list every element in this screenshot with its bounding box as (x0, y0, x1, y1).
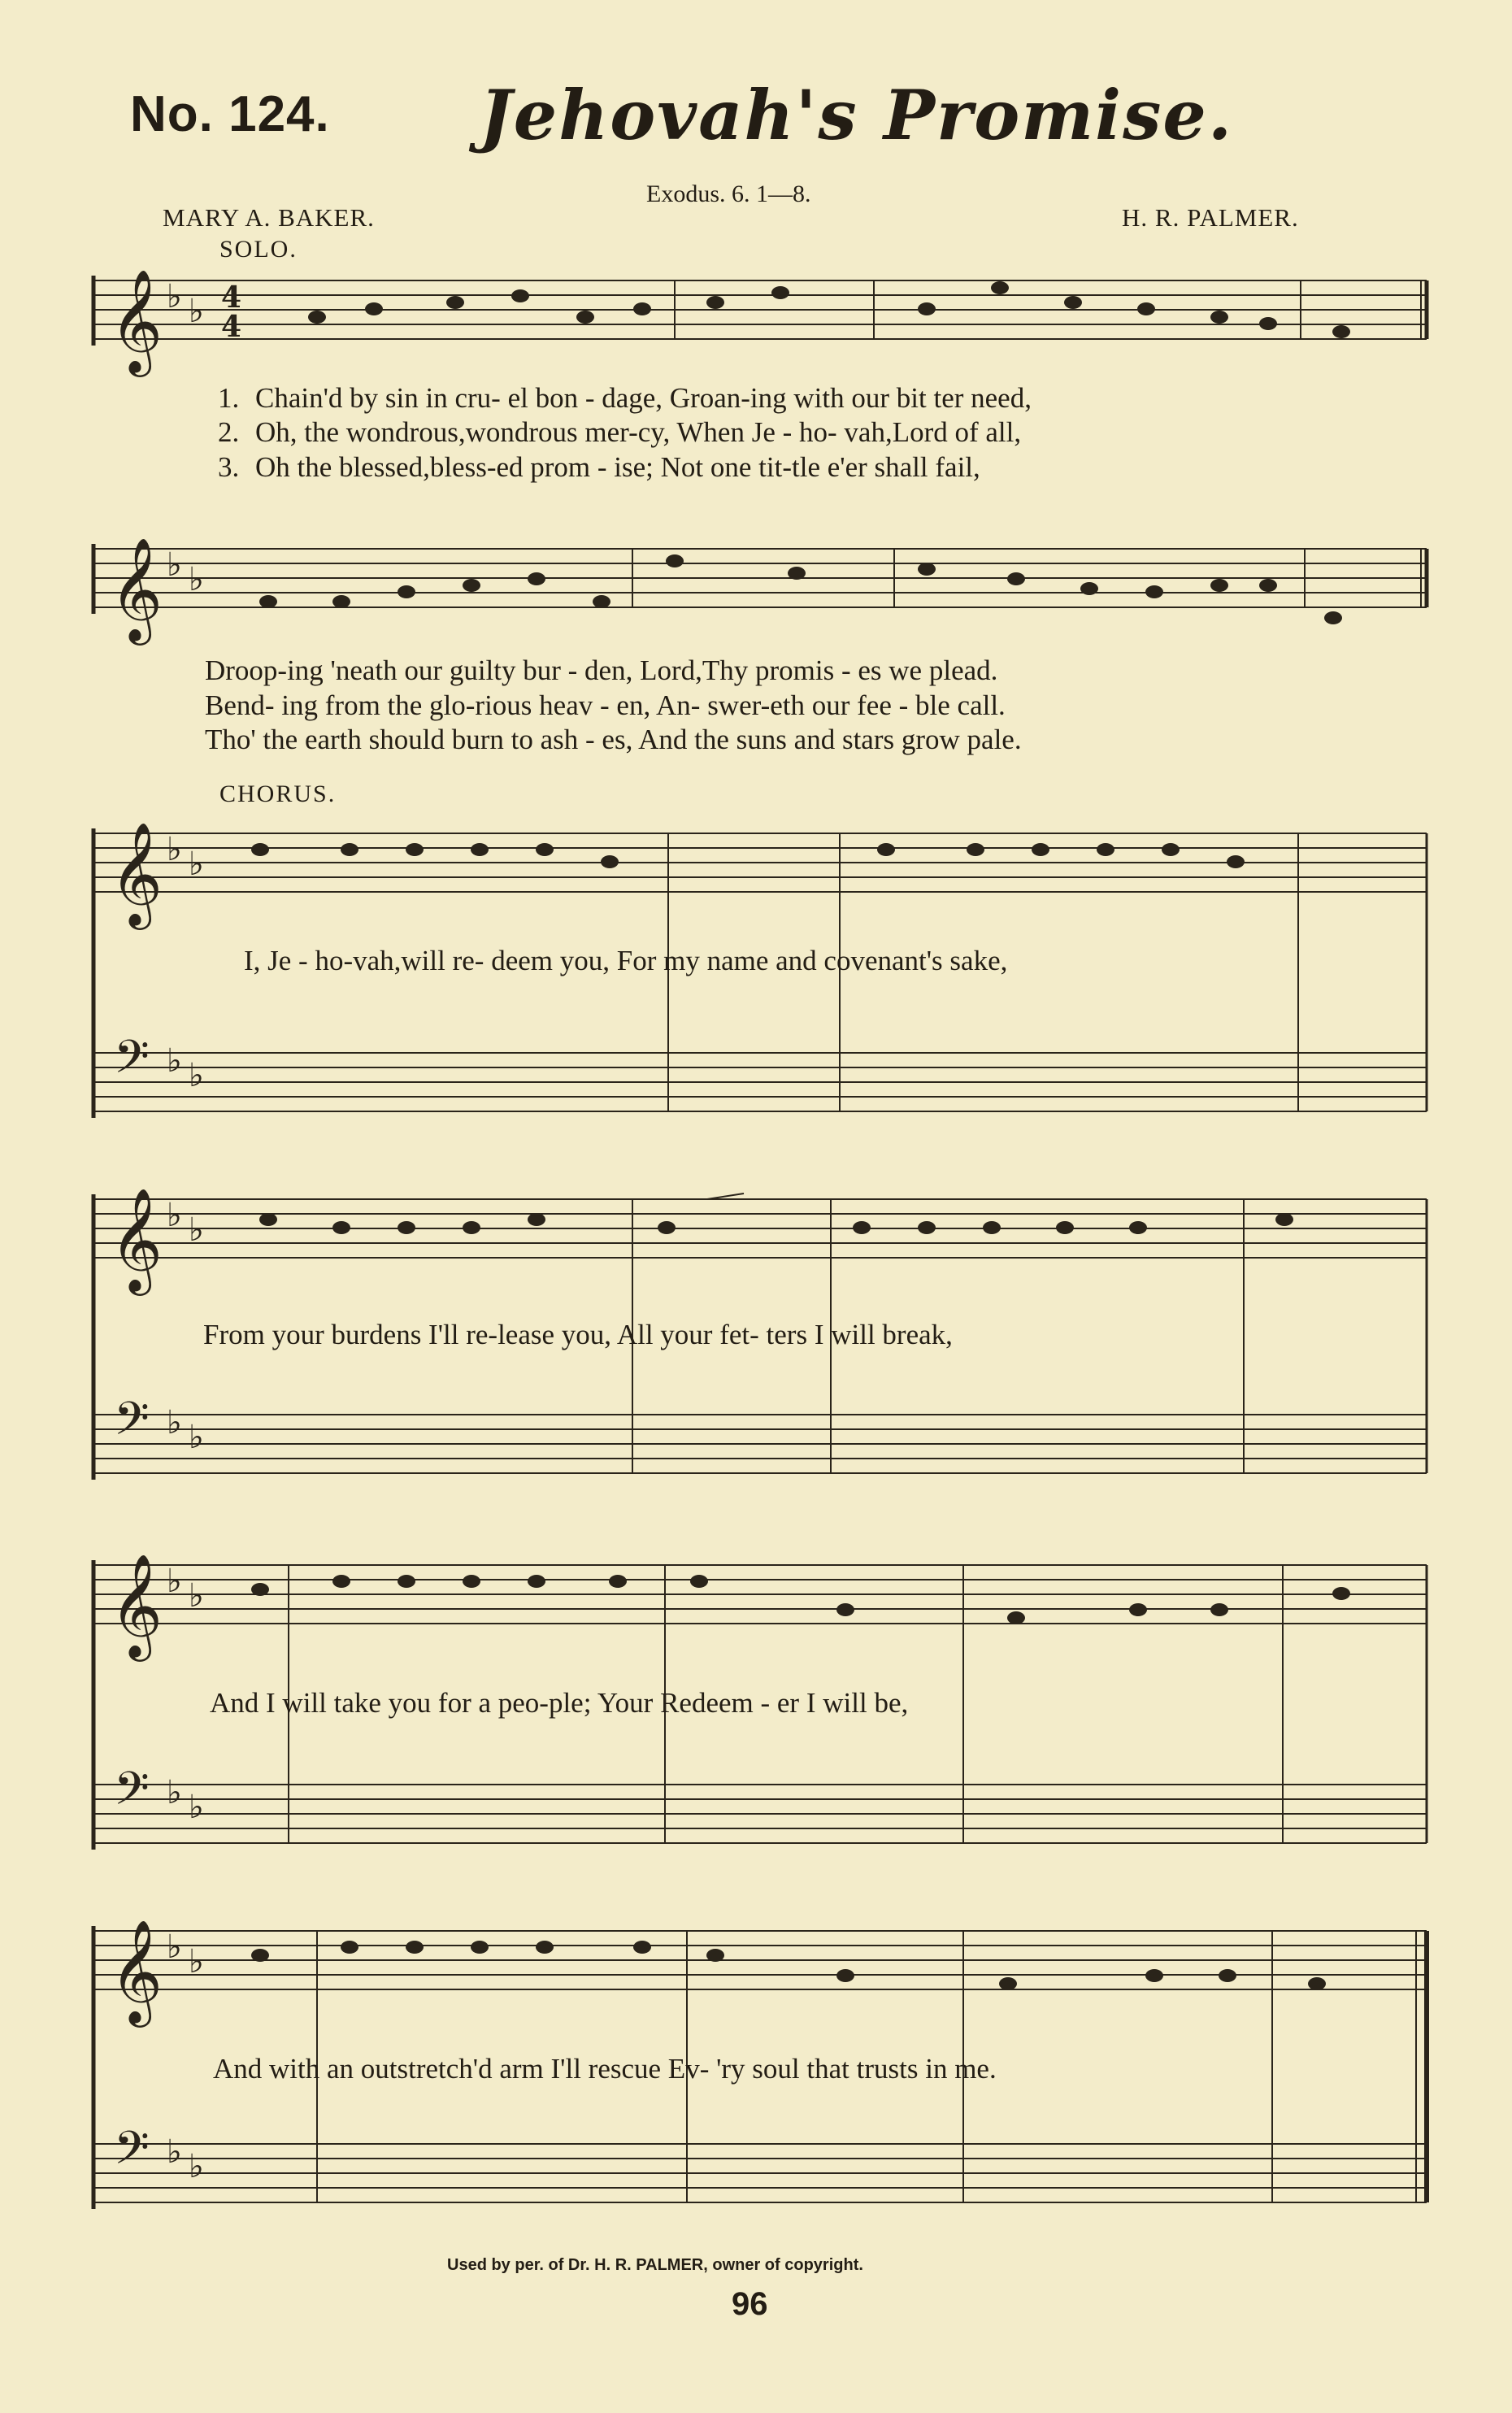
svg-text:♭: ♭ (167, 2133, 182, 2171)
svg-text:𝄞: 𝄞 (110, 537, 163, 641)
svg-text:♭: ♭ (189, 561, 204, 598)
copyright-credit: Used by per. of Dr. H. R. PALMER, owner of copyright. (447, 2256, 863, 2274)
staff-system-1 (93, 276, 1427, 346)
svg-text:♭: ♭ (167, 1774, 182, 1811)
verse-3-line-2: Tho' the earth should burn to ash - es, And the suns and stars grow pale. (205, 724, 1022, 755)
svg-text:♭: ♭ (189, 293, 204, 330)
chorus-lyric-3: And I will take you for a peo-ple; Your Redeem - er I will be, (210, 1687, 909, 1719)
verse-2-line-1: 2. Oh, the wondrous,wondrous mer-cy, When Je - ho- vah,Lord of all, (218, 416, 1022, 448)
verse-3-line-1: 3. Oh the blessed,bless-ed prom - ise; Not one tit-tle e'er shall fail, (218, 451, 980, 483)
hymn-number: No. 124. (130, 86, 330, 142)
svg-text:♭: ♭ (189, 1577, 204, 1615)
treble-clef-icon: 𝄞 (110, 268, 163, 372)
solo-label: SOLO. (219, 236, 298, 263)
svg-text:4: 4 (221, 310, 242, 344)
svg-text:♭: ♭ (167, 1404, 182, 1441)
svg-text:4: 4 (221, 280, 242, 315)
chorus-lyric-1: I, Je - ho-vah,will re- deem you, For my name and covenant's sake, (244, 945, 1008, 976)
svg-text:♭: ♭ (189, 1789, 204, 1826)
verse-1-line-2: Droop-ing 'neath our guilty bur - den, Lord,Thy promis - es we plead. (205, 654, 998, 686)
svg-text:𝄢: 𝄢 (114, 2122, 150, 2186)
chorus-lyric-4: And with an outstretch'd arm I'll rescue Ev- 'ry soul that trusts in me. (213, 2053, 997, 2085)
svg-text:♭: ♭ (189, 846, 204, 883)
chorus-lyric-2: From your burdens I'll re-lease you, All your fet- ters I will break, (203, 1319, 953, 1350)
svg-text:♭: ♭ (189, 1419, 204, 1456)
svg-text:𝄞: 𝄞 (110, 1919, 163, 2023)
staff-system-2 (93, 544, 1427, 614)
svg-text:𝄞: 𝄞 (110, 821, 163, 925)
noteheads (251, 281, 1350, 1990)
page-number: 96 (732, 2286, 768, 2322)
svg-text:𝄢: 𝄢 (114, 1763, 150, 1827)
lyricist: MARY A. BAKER. (163, 203, 375, 232)
chorus-label: CHORUS. (219, 780, 337, 807)
svg-text:♭: ♭ (167, 546, 182, 584)
svg-text:♭: ♭ (189, 2148, 204, 2185)
composer: H. R. PALMER. (1122, 203, 1299, 232)
verse-1-line-1: 1. Chain'd by sin in cru- el bon - dage, Groan-ing with our bit ter need, (218, 382, 1032, 414)
svg-text:♭: ♭ (189, 1211, 204, 1249)
verse-2-line-2: Bend- ing from the glo-rious heav - en, An- swer-eth our fee - ble call. (205, 689, 1006, 721)
svg-text:♭: ♭ (167, 1928, 182, 1966)
svg-text:♭: ♭ (167, 1197, 182, 1234)
svg-text:♭: ♭ (167, 1563, 182, 1600)
hymn-title: Jehovah's Promise. (480, 75, 1234, 155)
svg-text:♭: ♭ (189, 1057, 204, 1094)
svg-text:♭: ♭ (167, 831, 182, 868)
svg-text:♭: ♭ (167, 278, 182, 315)
scripture-reference: Exodus. 6. 1—8. (646, 180, 811, 207)
svg-text:𝄢: 𝄢 (114, 1393, 150, 1457)
svg-text:♭: ♭ (167, 1042, 182, 1080)
svg-text:♭: ♭ (189, 1943, 204, 1980)
svg-text:𝄞: 𝄞 (110, 1187, 163, 1291)
svg-text:𝄞: 𝄞 (110, 1553, 163, 1657)
bass-clef-icon: 𝄢 (114, 1031, 150, 1095)
